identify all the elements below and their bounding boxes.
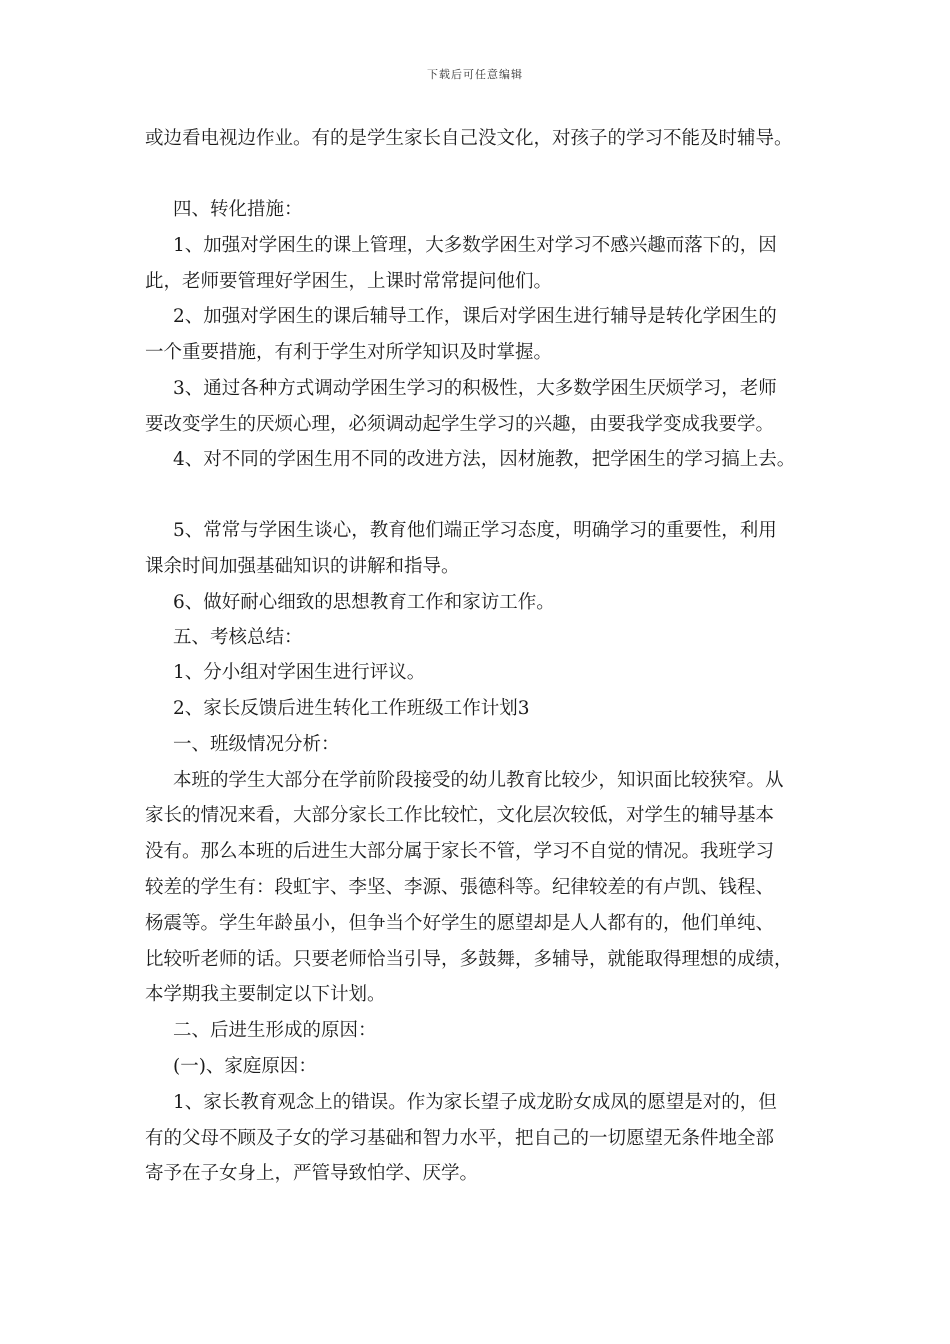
- text-line: 此，老师要管理好学困生，上课时常常提问他们。: [145, 271, 553, 292]
- text-line: 或边看电视边作业。有的是学生家长自己没文化，对孩子的学习不能及时辅导。: [145, 128, 793, 149]
- text-line: 较差的学生有：段虹宇、李坚、李源、張德科等。纪律较差的有卢凯、钱程、: [145, 877, 775, 898]
- text-line: 本班的学生大部分在学前阶段接受的幼儿教育比较少，知识面比较狭窄。从: [173, 770, 784, 791]
- section-heading: 一、班级情况分析：: [173, 734, 340, 755]
- section-heading: 二、后进生形成的原因：: [173, 1020, 377, 1041]
- text-line: 寄予在子女身上，严管导致怕学、厌学。: [145, 1163, 479, 1184]
- text-line: 要改变学生的厌烦心理，必须调动起学生学习的兴趣，由要我学变成我要学。: [145, 414, 775, 435]
- text-line: 比较听老师的话。只要老师恰当引导，多鼓舞，多辅导，就能取得理想的成绩，: [145, 949, 793, 970]
- text-line: 2、家长反馈后进生转化工作班级工作计划3: [173, 698, 530, 719]
- text-line: 4、对不同的学困生用不同的改进方法，因材施教，把学困生的学习搞上去。: [173, 449, 796, 470]
- text-line: 有的父母不顾及子女的学习基础和智力水平，把自己的一切愿望无条件地全部: [145, 1128, 775, 1149]
- text-line: 1、分小组对学困生进行评议。: [173, 662, 426, 683]
- text-line: 本学期我主要制定以下计划。: [145, 984, 386, 1005]
- section-heading: (一)、家庭原因：: [173, 1056, 317, 1077]
- page-header: 下载后可任意编辑: [427, 68, 523, 81]
- text-line: 一个重要措施，有利于学生对所学知识及时掌握。: [145, 342, 553, 363]
- text-line: 没有。那么本班的后进生大部分属于家长不管，学习不自觉的情况。我班学习: [145, 841, 775, 862]
- text-line: 1、家长教育观念上的错误。作为家长望子成龙盼女成凤的愿望是对的，但: [173, 1092, 777, 1113]
- text-line: 2、加强对学困生的课后辅导工作，课后对学困生进行辅导是转化学困生的: [173, 306, 777, 327]
- text-line: 5、常常与学困生谈心，教育他们端正学习态度，明确学习的重要性，利用: [173, 520, 777, 541]
- section-heading: 五、考核总结：: [173, 627, 303, 648]
- text-line: 杨震等。学生年龄虽小，但争当个好学生的愿望却是人人都有的，他们单纯、: [145, 913, 775, 934]
- text-line: 3、通过各种方式调动学困生学习的积极性，大多数学困生厌烦学习，老师: [173, 378, 777, 399]
- section-heading: 四、转化措施：: [173, 199, 303, 220]
- text-line: 课余时间加强基础知识的讲解和指导。: [145, 556, 460, 577]
- text-line: 1、加强对学困生的课上管理，大多数学困生对学习不感兴趣而落下的，因: [173, 235, 777, 256]
- text-line: 6、做好耐心细致的思想教育工作和家访工作。: [173, 592, 555, 613]
- text-line: 家长的情况来看，大部分家长工作比较忙，文化层次较低，对学生的辅导基本: [145, 805, 775, 826]
